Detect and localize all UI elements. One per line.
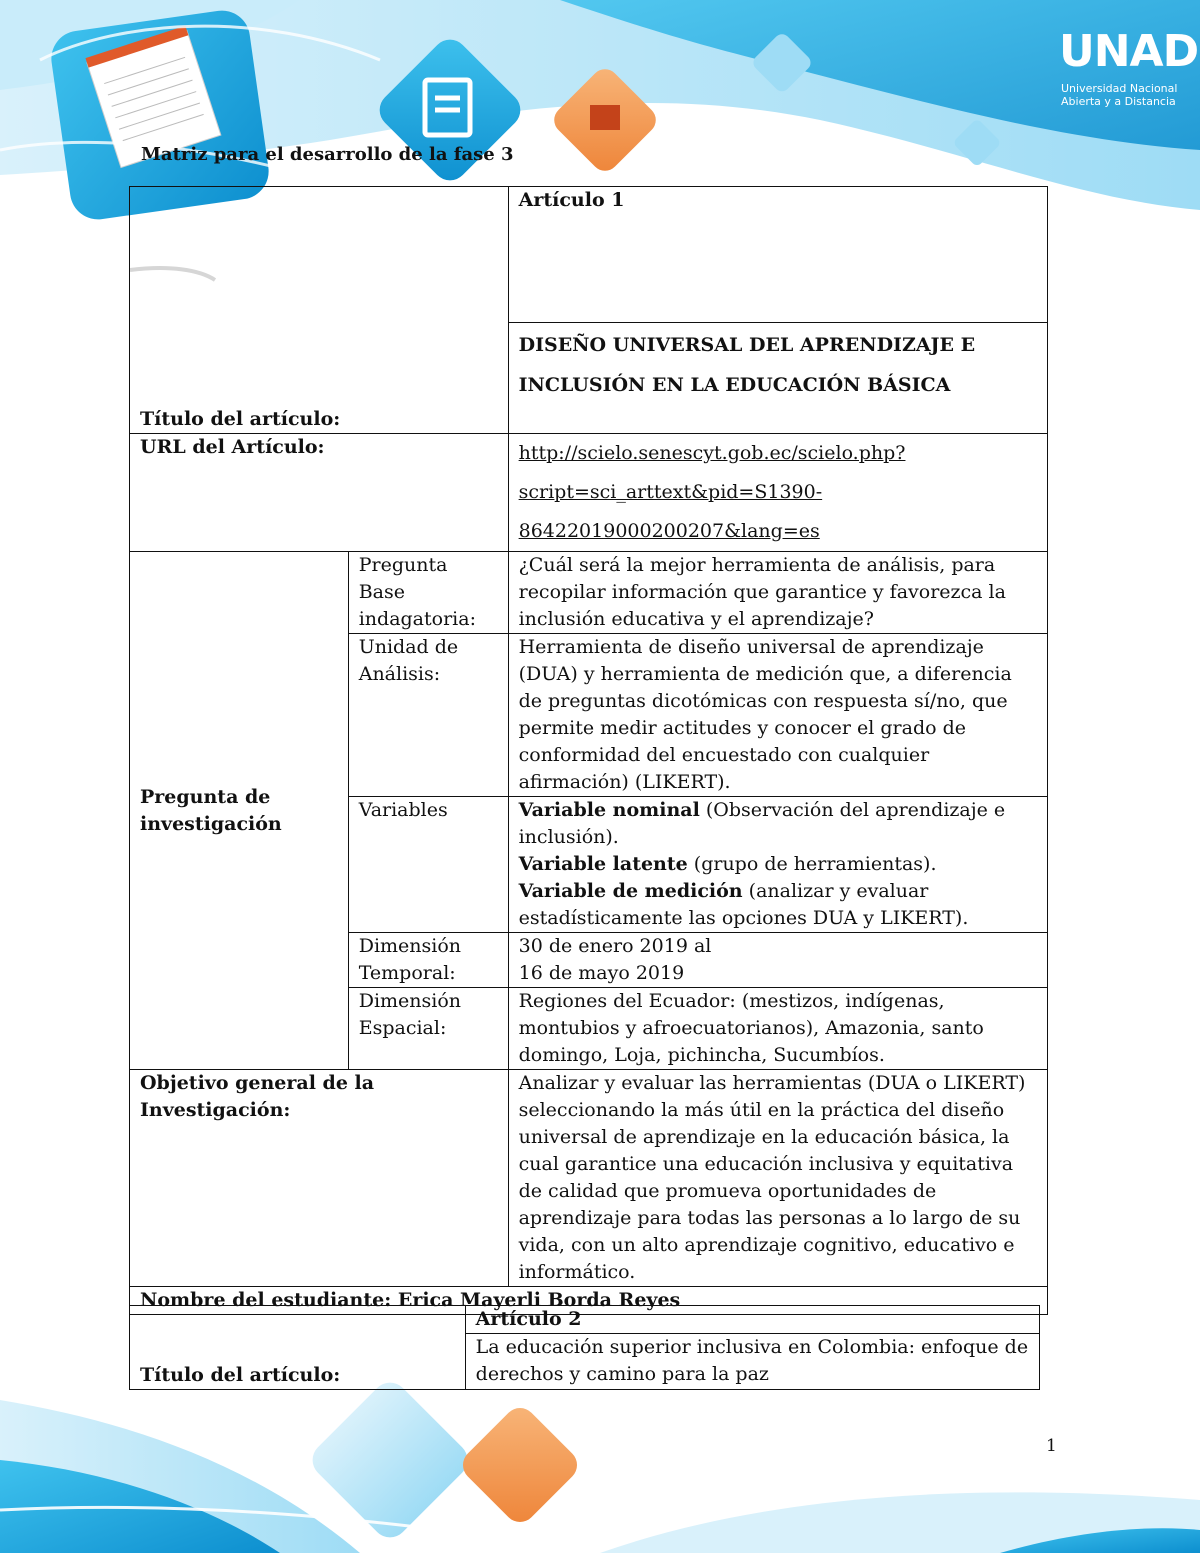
url-cell[interactable] xyxy=(508,434,1047,552)
base-question-label-cell xyxy=(348,552,508,634)
temporal-line1: 30 de enero 2019 al xyxy=(518,935,712,957)
question-label-cell xyxy=(130,552,349,1070)
article2-header: Artículo 2 xyxy=(475,1308,582,1330)
objective-label-cell xyxy=(130,1070,509,1287)
unit-label-cell xyxy=(348,634,508,797)
spatial-label-cell xyxy=(348,988,508,1070)
unit-cell xyxy=(508,634,1047,797)
logo-wordmark: UNAD xyxy=(1059,26,1199,77)
variables-cell xyxy=(508,797,1047,933)
spatial-cell xyxy=(508,988,1047,1070)
variable-latente: Variable latente (grupo de herramientas). xyxy=(518,853,937,875)
logo-subtitle: Universidad Nacional Abierta y a Distancia xyxy=(1061,82,1178,108)
variable-medicion: Variable de medición (analizar y evaluar estadísticamente las opciones DUA y LIKERT). xyxy=(518,880,969,929)
unit-text: Herramienta de diseño universal de aprendizaje (DUA) y herramienta de medición que, a diferencia de preguntas dicotómicas con respuesta sí/no, que permite medir actitudes y conocer el grado de conformidad del encuestado con cualquier afirmación) (LIKERT). xyxy=(518,636,1012,793)
article-title-cell xyxy=(508,323,1047,434)
article-title-line2: INCLUSIÓN EN LA EDUCACIÓN BÁSICA xyxy=(518,374,951,396)
spatial-label: Dimensión Espacial: xyxy=(358,990,462,1039)
url-link-line3[interactable]: 86422019000200207&lang=es xyxy=(518,520,820,542)
article-header: Artículo 1 xyxy=(518,189,625,211)
article2-title-cell xyxy=(465,1334,1039,1390)
article-header-cell xyxy=(508,187,1047,323)
article-title-line1: DISEÑO UNIVERSAL DEL APRENDIZAJE E xyxy=(518,334,976,356)
variable-nominal: Variable nominal (Observación del aprendizaje e inclusión). xyxy=(518,799,1006,848)
url-link-line2[interactable]: script=sci_arttext&pid=S1390- xyxy=(518,481,823,503)
temporal-label: Dimensión Temporal: xyxy=(358,935,462,984)
document-title: Matriz para el desarrollo de la fase 3 xyxy=(141,144,514,165)
title-label: Título del artículo: xyxy=(140,408,341,430)
objective-cell xyxy=(508,1070,1047,1287)
table-row xyxy=(130,1070,1048,1287)
unad-logo xyxy=(1055,8,1199,108)
temporal-label-cell xyxy=(348,933,508,988)
base-question-label: Pregunta Base indagatoria: xyxy=(358,554,476,630)
url-label: URL del Artículo: xyxy=(140,436,325,458)
article2-title: La educación superior inclusiva en Colombia: enfoque de derechos y camino para la paz xyxy=(475,1336,1029,1386)
temporal-line2: 16 de mayo 2019 xyxy=(518,962,685,984)
table-row xyxy=(130,552,1048,634)
article2-header-cell xyxy=(465,1306,1039,1334)
student-name: Nombre del estudiante: Erica Mayerli Borda Reyes xyxy=(140,1289,681,1311)
spatial-text: Regiones del Ecuador: (mestizos, indígenas, montubios y afroecuatorianos), Amazonia, santo domingo, Loja, pichincha, Sucumbíos. xyxy=(518,990,984,1066)
table-row xyxy=(130,1306,1040,1334)
base-question-cell xyxy=(508,552,1047,634)
question-label: Pregunta de investigación xyxy=(140,785,282,835)
article2-title-label: Título del artículo: xyxy=(140,1364,341,1386)
temporal-cell xyxy=(508,933,1047,988)
base-question-text: ¿Cuál será la mejor herramienta de análisis, para recopilar información que garantice y favorezca la inclusión educativa y el aprendizaje? xyxy=(518,554,1006,630)
title-label-cell xyxy=(130,187,509,434)
table-row xyxy=(130,434,1048,552)
table-row xyxy=(130,187,1048,323)
page-number: 1 xyxy=(1046,1436,1057,1456)
variables-label: Variables xyxy=(358,799,448,821)
objective-text: Analizar y evaluar las herramientas (DUA o LIKERT) seleccionando la más útil en la práctica del diseño universal de aprendizaje en la educación básica, la cual garantice una educación inclusiva y equitativa de calidad que promueva oportunidades de aprendizaje para todas las personas a lo largo de su vida, con un alto aprendizaje cognitivo, educativo e informático. xyxy=(518,1072,1026,1283)
article2-table xyxy=(129,1305,1040,1390)
url-link-line1[interactable]: http://scielo.senescyt.gob.ec/scielo.php? xyxy=(518,442,906,464)
url-label-cell xyxy=(130,434,509,552)
variables-label-cell xyxy=(348,797,508,933)
article1-table xyxy=(129,186,1048,1315)
unit-label: Unidad de Análisis: xyxy=(358,636,459,685)
objective-label: Objetivo general de la Investigación: xyxy=(140,1072,375,1121)
article2-title-label-cell xyxy=(130,1306,466,1390)
